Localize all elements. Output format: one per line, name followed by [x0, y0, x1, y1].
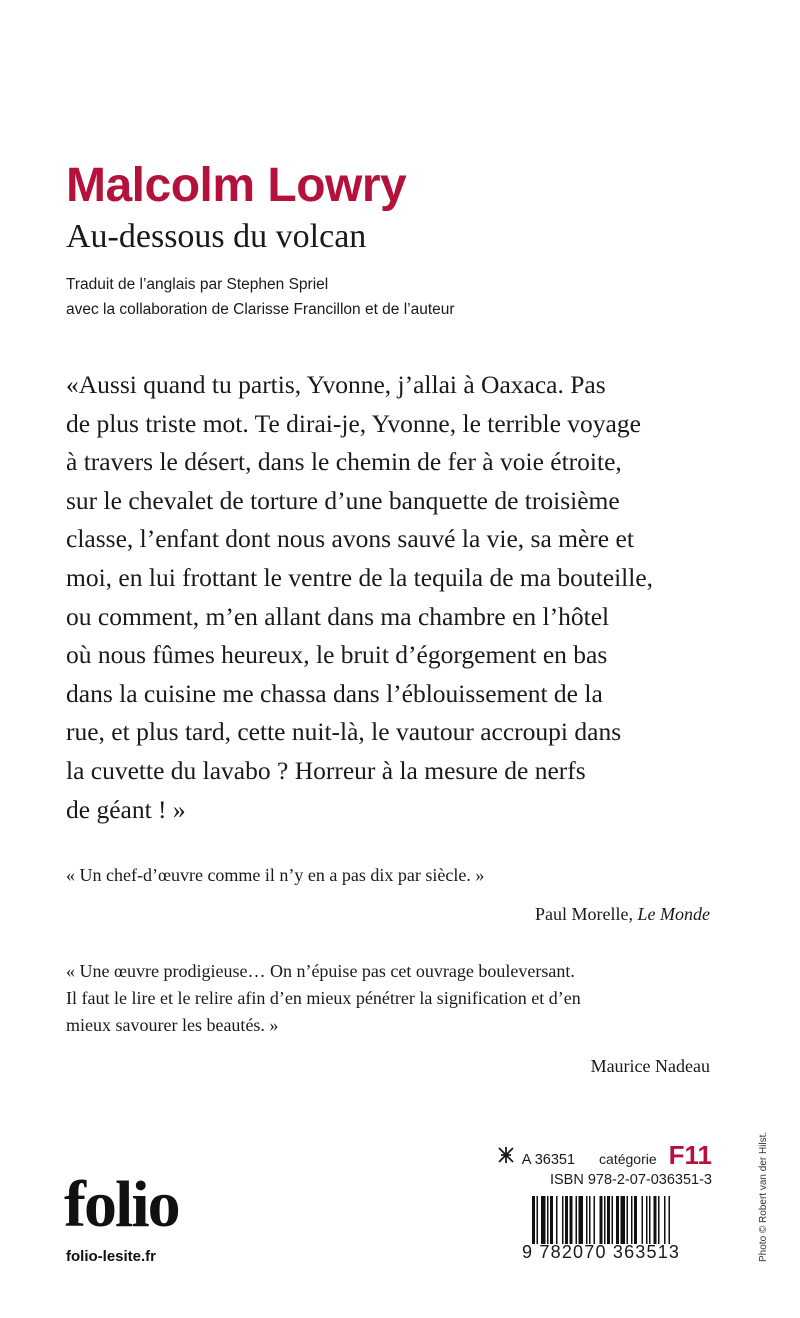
translator-line: avec la collaboration de Clarisse Francillon et de l’auteur — [66, 301, 455, 318]
barcode-bar — [621, 1196, 626, 1244]
review-line: mieux savourer les beautés. » — [66, 1015, 279, 1035]
barcode-bar — [570, 1196, 573, 1244]
photo-credit: Photo © Robert van der Hilst. — [758, 1131, 769, 1262]
isbn: ISBN 978-2-07-036351-3 — [549, 1172, 712, 1188]
barcode-bar — [664, 1196, 666, 1244]
barcode-bar — [576, 1196, 578, 1244]
excerpt-line: «Aussi quand tu partis, Yvonne, j’allai à Oaxaca. Pas — [66, 370, 606, 399]
barcode-bar — [547, 1196, 549, 1244]
barcode-bar — [532, 1196, 535, 1244]
excerpt-line: ou comment, m’en allant dans ma chambre en l’hôtel — [66, 601, 610, 631]
excerpt-quote — [66, 366, 726, 829]
excerpt-line: rue, et plus tard, cette nuit-là, le vautour accroupi dans — [66, 717, 622, 747]
folio-logo: folio — [64, 1168, 179, 1241]
excerpt-line: sur le chevalet de torture d’une banquette de troisième — [66, 485, 620, 515]
excerpt-line: où nous fûmes heureux, le bruit d’égorgement en bas — [66, 640, 608, 670]
publisher-emblem-icon — [496, 1146, 516, 1164]
review-quote-2 — [66, 958, 712, 1039]
review-attribution-1 — [535, 904, 710, 925]
barcode-bar — [642, 1196, 644, 1244]
barcode-bar — [556, 1196, 558, 1244]
translator-line: Traduit de l’anglais par Stephen Spriel — [66, 276, 329, 293]
barcode-bar — [627, 1196, 629, 1244]
website-url: folio-lesite.fr — [66, 1248, 157, 1265]
barcode-bar — [646, 1196, 648, 1244]
excerpt-line: à travers le désert, dans le chemin de fer à voie étroite, — [66, 447, 622, 477]
excerpt-line: moi, en lui frottant le ventre de la tequila de ma bouteille, — [66, 562, 654, 592]
review-quote-1 — [66, 862, 712, 889]
barcode-bar — [604, 1196, 606, 1244]
barcode-bar — [586, 1196, 588, 1244]
barcode-bar — [565, 1196, 568, 1244]
barcode-bar — [649, 1196, 651, 1244]
barcode-bar — [634, 1196, 637, 1244]
barcode-bar — [541, 1196, 546, 1244]
barcode-bar — [612, 1196, 614, 1244]
review-source: Le Monde — [637, 904, 710, 924]
review-line: « Une œuvre prodigieuse… On n’épuise pas cet ouvrage bouleversant. — [66, 961, 575, 981]
catalog-code: A 36351 — [521, 1152, 576, 1168]
barcode-bar — [537, 1196, 539, 1244]
barcode-bar — [579, 1196, 584, 1244]
catalog-code-line — [496, 1140, 712, 1171]
excerpt-line: de plus triste mot. Te dirai-je, Yvonne, le terrible voyage — [66, 408, 641, 438]
review-text: « Un chef-d’œuvre comme il n’y en a pas dix par siècle. » — [66, 865, 485, 885]
barcode-bar — [594, 1196, 596, 1244]
barcode-bar — [562, 1196, 564, 1244]
translator-credit — [66, 272, 455, 322]
review-author: Paul Morelle, — [535, 904, 638, 924]
barcode-bar — [669, 1196, 671, 1244]
excerpt-line: la cuvette du lavabo ? Horreur à la mesure de nerfs — [66, 755, 586, 785]
excerpt-line: de géant ! » — [66, 794, 186, 824]
barcode-bar — [600, 1196, 603, 1244]
barcode-bar — [550, 1196, 553, 1244]
excerpt-line: classe, l’enfant dont nous avons sauvé la vie, sa mère et — [66, 524, 634, 554]
barcode-bar — [616, 1196, 619, 1244]
barcode-bar — [607, 1196, 610, 1244]
barcode-bar — [658, 1196, 660, 1244]
barcode-digits: 9 782070 363513 — [522, 1242, 681, 1262]
barcode-bar — [654, 1196, 657, 1244]
author-name: Malcolm Lowry — [66, 159, 407, 212]
excerpt-line: dans la cuisine me chassa dans l’éblouissement de la — [66, 678, 603, 708]
category-code: F11 — [668, 1140, 712, 1170]
review-line: Il faut le lire et le relire afin d’en mieux pénétrer la signification et d’en — [66, 988, 581, 1008]
category-label: catégorie — [599, 1151, 657, 1167]
review-attribution-2: Maurice Nadeau — [590, 1056, 710, 1076]
book-title: Au-dessous du volcan — [66, 218, 367, 255]
barcode-bar — [589, 1196, 591, 1244]
barcode-bar — [631, 1196, 633, 1244]
